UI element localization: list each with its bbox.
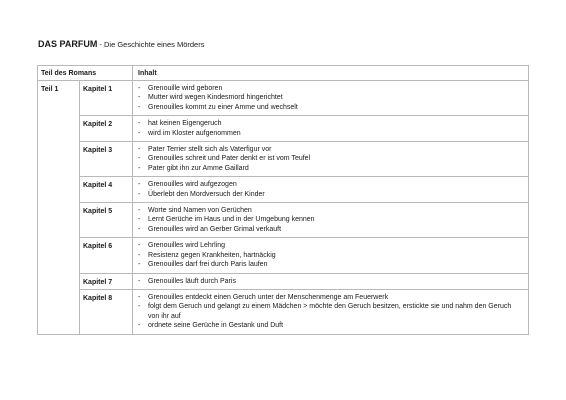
chapter-content: [133, 273, 529, 289]
table-row: [38, 81, 529, 116]
content-list: [138, 84, 524, 112]
content-list: [138, 145, 524, 173]
dash-bullet: -: [138, 303, 141, 311]
list-item: [138, 225, 524, 234]
content-list: [138, 293, 524, 331]
list-item: [138, 260, 524, 269]
list-item-text: Mutter wird wegen Kindesmord hingerichtet: [148, 94, 283, 102]
chapter-label: Kapitel 6: [80, 238, 133, 273]
chapter-content: [133, 116, 529, 142]
list-item: [138, 129, 524, 138]
dash-bullet: -: [138, 190, 141, 198]
list-item: [138, 251, 524, 260]
chapter-content: [133, 238, 529, 273]
dash-bullet: -: [138, 293, 141, 301]
list-item: [138, 180, 524, 189]
dash-bullet: -: [138, 242, 141, 250]
dash-bullet: -: [138, 181, 141, 189]
list-item-text: Grenouilles entdeckt einen Geruch unter der Menschenmenge am Feuerwerk: [148, 293, 389, 301]
document-title-subtitle: - Die Geschichte eines Mörders: [97, 40, 205, 49]
list-item: [138, 302, 524, 321]
list-item: [138, 93, 524, 102]
chapter-content: [133, 289, 529, 334]
list-item-text: Grenouilles wird aufgezogen: [148, 181, 237, 189]
table-row: [38, 142, 529, 177]
header-content: Inhalt: [133, 66, 529, 81]
part-label: Teil 1: [38, 81, 80, 335]
dash-bullet: -: [138, 129, 141, 137]
table-header-row: [38, 66, 529, 81]
chapter-label: Kapitel 7: [80, 273, 133, 289]
content-list: [138, 277, 524, 286]
list-item: [138, 215, 524, 224]
chapter-content: [133, 177, 529, 203]
list-item: [138, 321, 524, 330]
list-item-text: ordnete seine Gerüche in Gestank und Duft: [148, 322, 284, 330]
list-item: [138, 206, 524, 215]
table-row: [38, 116, 529, 142]
list-item: [138, 241, 524, 250]
list-item-text: Grenouille wird geboren: [148, 85, 223, 92]
dash-bullet: -: [138, 146, 141, 154]
list-item-text: Überlebt den Mordversuch der Kinder: [148, 190, 265, 198]
list-item-text: Grenouilles schreit und Pater denkt er ist vom Teufel: [148, 155, 311, 163]
chapter-content: [133, 203, 529, 238]
document-title-main: DAS PARFUM: [38, 39, 98, 49]
content-list: [138, 241, 524, 269]
content-list: [138, 206, 524, 234]
list-item-text: Worte sind Namen von Gerüchen: [148, 207, 252, 215]
list-item-text: Pater gibt ihn zur Amme Gaillard: [148, 164, 249, 172]
list-item-text: Resistenz gegen Krankheiten, hartnäckig: [148, 251, 276, 259]
dash-bullet: -: [138, 94, 141, 102]
chapter-label: Kapitel 5: [80, 203, 133, 238]
document-title: [38, 39, 204, 50]
list-item: [138, 103, 524, 112]
list-item: [138, 84, 524, 93]
list-item-text: Grenouilles wird Lehrling: [148, 242, 226, 250]
list-item-text: hat keinen Eigengeruch: [148, 120, 222, 128]
chapter-content: [133, 142, 529, 177]
dash-bullet: -: [138, 207, 141, 215]
dash-bullet: -: [138, 261, 141, 269]
list-item: [138, 293, 524, 302]
table-row: [38, 289, 529, 334]
list-item: [138, 277, 524, 286]
list-item-text: Grenouilles wird an Gerber Grimal verkauft: [148, 225, 282, 233]
header-part: Teil des Romans: [38, 66, 133, 81]
dash-bullet: -: [138, 251, 141, 259]
table-row: [38, 273, 529, 289]
chapter-content: [133, 81, 529, 116]
table-row: [38, 177, 529, 203]
list-item-text: folgt dem Geruch und gelangt zu einem Mädchen > möchte den Geruch besitzen, erstickte sie und nahm den Geruch von ihr auf: [148, 303, 512, 320]
list-item: [138, 145, 524, 154]
content-list: [138, 180, 524, 199]
dash-bullet: -: [138, 103, 141, 111]
content-list: [138, 119, 524, 138]
table-row: [38, 238, 529, 273]
chapter-label: Kapitel 3: [80, 142, 133, 177]
dash-bullet: -: [138, 155, 141, 163]
list-item-text: Lernt Gerüche im Haus und in der Umgebung kennen: [148, 216, 315, 224]
table-body: [38, 81, 529, 335]
table-row: [38, 203, 529, 238]
dash-bullet: -: [138, 85, 141, 92]
list-item-text: Grenouilles darf frei durch Paris laufen: [148, 261, 268, 269]
chapter-label: Kapitel 1: [80, 81, 133, 116]
dash-bullet: -: [138, 225, 141, 233]
dash-bullet: -: [138, 120, 141, 128]
list-item: [138, 119, 524, 128]
chapter-label: Kapitel 2: [80, 116, 133, 142]
list-item: [138, 154, 524, 163]
dash-bullet: -: [138, 164, 141, 172]
dash-bullet: -: [138, 216, 141, 224]
chapter-summary-table: [37, 65, 529, 335]
list-item-text: wird im Kloster aufgenommen: [148, 129, 241, 137]
list-item-text: Pater Terrier stellt sich als Vaterfigur vor: [148, 146, 272, 154]
chapter-label: Kapitel 4: [80, 177, 133, 203]
list-item: [138, 190, 524, 199]
chapter-label: Kapitel 8: [80, 289, 133, 334]
list-item-text: Grenouilles läuft durch Paris: [148, 277, 236, 285]
dash-bullet: -: [138, 277, 141, 285]
list-item-text: Grenouilles kommt zu einer Amme und wechselt: [148, 103, 298, 111]
dash-bullet: -: [138, 322, 141, 330]
list-item: [138, 164, 524, 173]
